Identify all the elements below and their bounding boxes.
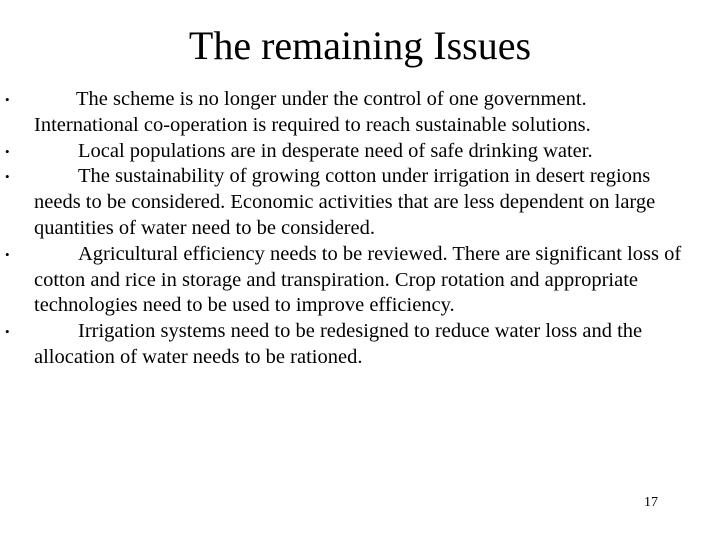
bullet-text: Local populations are in desperate need of safe drinking water. (78, 139, 593, 162)
bullet-marker: • (5, 92, 10, 107)
bullet-item (0, 242, 720, 319)
bullet-item (0, 319, 720, 371)
bullet-text: Irrigation systems need to be redesigned to reduce water loss and the allocation of water needs to be rationed. (34, 320, 643, 368)
bullet-marker: • (5, 143, 10, 159)
bullet-text: Agricultural efficiency needs to be reviewed. There are significant loss of cotton and rice in storage and transpiration. Crop rotation and appropriate technologies need to be used to improve efficiency. (34, 242, 682, 317)
bullet-marker: • (5, 169, 10, 185)
bullet-list (0, 87, 720, 371)
bullet-text: The scheme is no longer under the control of one government. International co-operation is required to reach sustainable solutions. (34, 88, 591, 136)
bullet-item (0, 87, 720, 139)
slide-title: The remaining Issues (188, 23, 532, 68)
bullet-item (0, 139, 720, 165)
bullet-item (0, 164, 720, 241)
bullet-text: The sustainability of growing cotton under irrigation in desert regions needs to be considered. Economic activities that are less dependent on large quantities of water need to be considered. (34, 165, 656, 239)
bullet-marker: • (5, 246, 10, 262)
bullet-marker: • (5, 324, 10, 340)
page-number: 17 (644, 495, 658, 510)
